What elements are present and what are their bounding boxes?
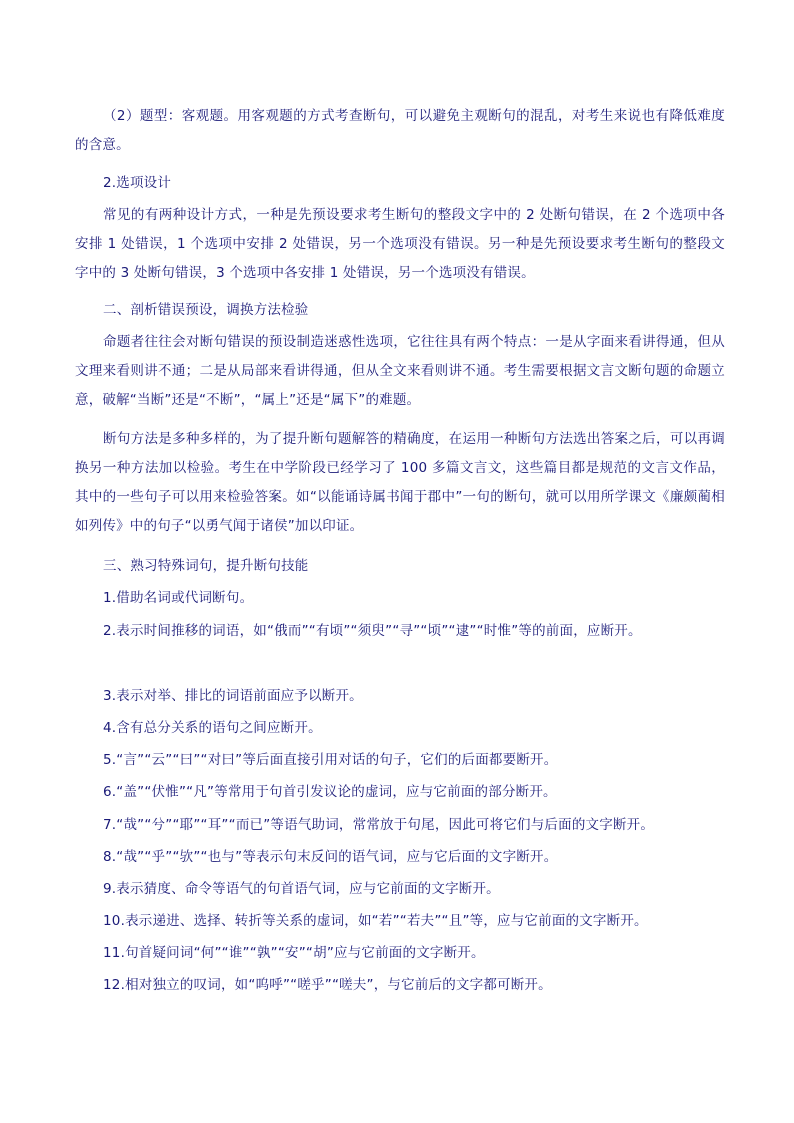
paragraph-design-methods: 常见的有两种设计方式，一种是先预设要求考生断句的整段文字中的 2 处断句错误，在 2 个选项中各安排 1 处错误，1 个选项中安排 2 处错误，另一个选项没有错误。另一种是先预设要求考生断句的整段文字中的 3 处断句错误，3 个选项中各安排 1 处错误，另一个选项没有错误。	[75, 207, 725, 281]
list-item-6: 6.“盖”“伏惟”“凡”等常用于句首引发议论的虚词，应与它前面的部分断开。	[103, 784, 557, 800]
list-item-8: 8.“哉”“乎”“欤”“也与”等表示句末反问的语气词，应与它后面的文字断开。	[103, 849, 558, 865]
list-item-11: 11.句首疑问词“何”“谁”“孰”“安”“胡”应与它前面的文字断开。	[103, 945, 485, 961]
list-item-3: 3.表示对举、排比的词语前面应予以断开。	[103, 688, 363, 704]
section-heading-3: 三、熟习特殊词句，提升断句技能	[103, 558, 309, 574]
list-item-9: 9.表示猜度、命令等语气的句首语气词，应与它前面的文字断开。	[103, 881, 500, 897]
heading-option-design: 2.选项设计	[103, 175, 172, 191]
list-item-5: 5.“言”“云”“曰”“对曰”等后面直接引用对话的句子，它们的后面都要断开。	[103, 752, 558, 768]
list-item-2: 2.表示时间推移的词语，如“俄而”“有顷”“须臾”“寻”“顷”“逮”“时惟”等的前面，应断开。	[103, 623, 642, 639]
list-item-7: 7.“哉”“兮”“耶”“耳”“而已”等语气助词，常常放于句尾，因此可将它们与后面的文字断开。	[103, 817, 655, 833]
list-item-4: 4.含有总分关系的语句之间应断开。	[103, 720, 322, 736]
paragraph-method-check: 断句方法是多种多样的，为了提升断句题解答的精确度，在运用一种断句方法选出答案之后，可以再调换另一种方法加以检验。考生在中学阶段已经学习了 100 多篇文言文，这些篇目都是规范的文言文作品，其中的一些句子可以用来检验答案。如“以能诵诗属书闻于郡中”一句的断句，就可以用所学课文《廉颇蔺相如列传》中的句子“以勇气闻于诸侯”加以印证。	[75, 431, 725, 534]
section-heading-2: 二、剖析错误预设，调换方法检验	[103, 302, 309, 318]
list-item-12: 12.相对独立的叹词，如“呜呼”“嗟乎”“嗟夫”，与它前后的文字都可断开。	[103, 977, 552, 993]
paragraph-question-type: （2）题型：客观题。用客观题的方式考查断句，可以避免主观断句的混乱，对考生来说也有降低难度的含意。	[75, 108, 725, 153]
list-item-10: 10.表示递进、选择、转折等关系的虚词，如“若”“若夫”“且”等，应与它前面的文字断开。	[103, 913, 648, 929]
paragraph-error-presets: 命题者往往会对断句错误的预设制造迷惑性选项，它往往具有两个特点：一是从字面来看讲得通，但从文理来看则讲不通；二是从局部来看讲得通，但从全文来看则讲不通。考生需要根据文言文断句题的命题立意，破解“当断”还是“不断”，“属上”还是“属下”的难题。	[75, 334, 725, 408]
list-item-1: 1.借助名词或代词断句。	[103, 590, 254, 606]
